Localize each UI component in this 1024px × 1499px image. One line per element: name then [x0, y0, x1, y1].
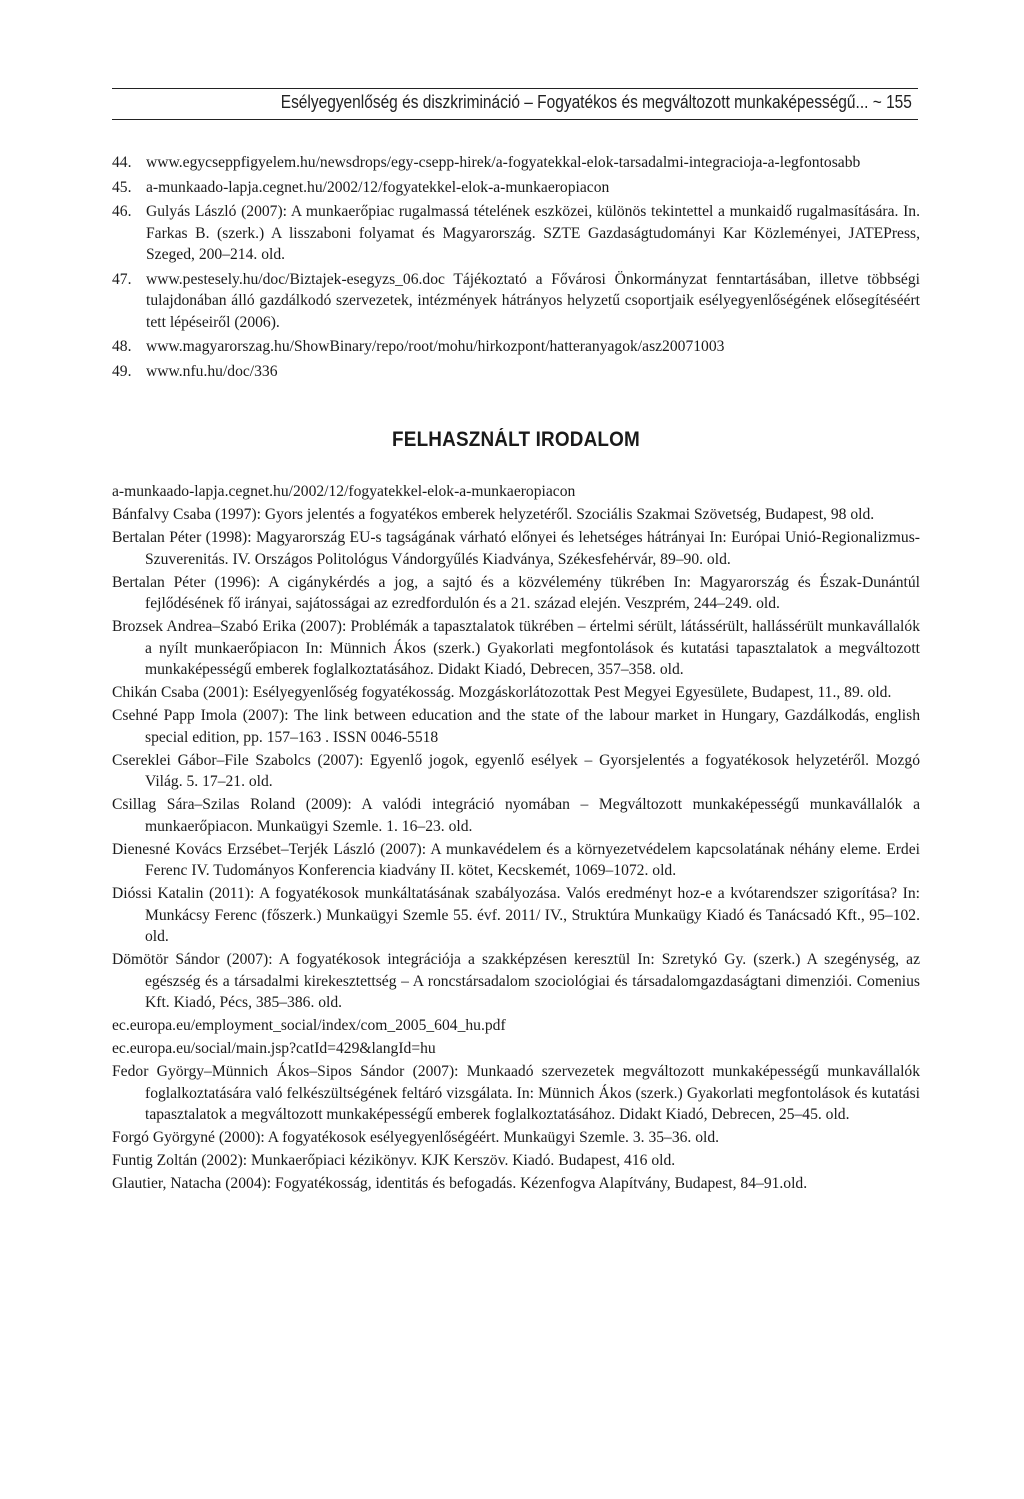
endnote-number: 45. — [112, 178, 132, 196]
endnote-text: www.pestesely.hu/doc/Biztajek-esegyzs_06.doc Tájékoztató a Fővárosi Önkormányzat fenntartásában, illetve többségi tulajdonában álló gazdálkodó szervezetek, intézmények hátrányos helyzetű csoportjaik esélyegyenlőségének elősegítéséért tett lépéseiről (2006). — [146, 270, 920, 331]
endnote-number: 48. — [112, 338, 132, 355]
reference-item: Chikán Csaba (2001): Esélyegyenlőség fogyatékosság. Mozgáskorlátozottak Pest Megyei Egyesülete, Budapest, 11., 89. old. — [112, 684, 892, 701]
reference-item: Funtig Zoltán (2002): Munkaerőpiaci kézikönyv. KJK Kerszöv. Kiadó. Budapest, 416 old. — [112, 1152, 676, 1169]
endnote-text: www.nfu.hu/doc/336 — [146, 362, 278, 380]
running-title: Esélyegyenlőség és diszkrimináció – Fogyatékos és megváltozott munkaképességű... ~ 155 — [280, 92, 912, 112]
endnote-text: a-munkaado-lapja.cegnet.hu/2002/12/fogyatekkel-elok-a-munkaeropiacon — [146, 178, 610, 196]
references-list — [112, 481, 920, 1196]
reference-item: Dióssi Katalin (2011): A fogyatékosok munkáltatásának szabályozása. Valós eredményt hoz-e a kvótarendszer szigorítása? In: Munkácsy Ferenc (főszerk.) Munkaügyi Szemle 55. évf. 2011/ IV., Struktúra Munkaügy Kiadó és Tanácsadó Kft., 95–102. old. — [112, 885, 920, 945]
endnote — [112, 177, 920, 199]
reference-item: Csereklei Gábor–File Szabolcs (2007): Egyenlő jogok, egyenlő esélyek – Gyorsjelentés a fogyatékosok helyzetéről. Mozgó Világ. 5. 17–21. old. — [112, 751, 920, 790]
running-header — [112, 88, 918, 120]
endnote — [112, 152, 920, 174]
endnote-number: 47. — [112, 270, 132, 288]
endnote-text: www.egycseppfigyelem.hu/newsdrops/egy-csepp-hirek/a-fogyatekkal-elok-tarsadalmi-integracioja-a-legfontosabb — [146, 154, 861, 171]
endnote-text: Gulyás László (2007): A munkaerőpiac rugalmassá tételének eszközei, különös tekintettel a munkaidő rugalmasítására. In. Farkas B. (szerk.) A lisszaboni folyamat és Magyarország. SZTE Gazdaságtudományi Kar Közleményei, JATEPress, Szeged, 200–214. old. — [146, 203, 920, 263]
reference-item: ec.europa.eu/social/main.jsp?catId=429&langId=hu — [112, 1040, 436, 1057]
endnote-text: www.magyarorszag.hu/ShowBinary/repo/root/mohu/hirkozpont/hatteranyagok/asz20071003 — [146, 338, 725, 355]
reference-item: Csillag Sára–Szilas Roland (2009): A valódi integráció nyomában – Megváltozott munkaképességű munkavállalók a munkaerőpiacon. Munkaügyi Szemle. 1. 16–23. old. — [112, 796, 920, 835]
endnotes-list — [112, 152, 920, 385]
reference-item: Forgó Györgyné (2000): A fogyatékosok esélyegyenlőségéért. Munkaügyi Szemle. 3. 35–36. old. — [112, 1129, 720, 1146]
reference-item: ec.europa.eu/employment_social/index/com_2005_604_hu.pdf — [112, 1017, 506, 1034]
reference-item: Dienesné Kovács Erzsébet–Terjék László (2007): A munkavédelem és a környezetvédelem kapcsolatának néhány eleme. Erdei Ferenc IV. Tudományos Konferencia kiadvány II. kötet, Kecskemét, 1069–1072. old. — [112, 840, 920, 879]
reference-item: Bertalan Péter (1996): A cigánykérdés a jog, a sajtó és a közvélemény tükrében In: Magyarország és Észak-Dunántúl fejlődésének fő irányai, sajátosságai az ezredfordulón és a 21. század elején. Veszprém, 244–249. old. — [112, 573, 920, 612]
reference-item: a-munkaado-lapja.cegnet.hu/2002/12/fogyatekkel-elok-a-munkaeropiacon — [112, 483, 576, 500]
reference-item: Bánfalvy Csaba (1997): Gyors jelentés a fogyatékos emberek helyzetéről. Szociális Szakmai Szövetség, Budapest, 98 old. — [112, 506, 875, 523]
section-title: FELHASZNÁLT IRODALOM — [392, 428, 640, 451]
endnote — [112, 269, 920, 334]
endnote-number: 46. — [112, 203, 132, 220]
reference-item: Fedor György–Münnich Ákos–Sipos Sándor (2007): Munkaadó szervezetek megváltozott munkaképességű munkavállalók foglalkoztatására való felkészültségének feltáró vizsgálata. In: Münnich Ákos (szerk.) Gyakorlati megfontolások és kutatási tapasztalatok a megváltozott munkaképességű emberek foglalkoztatásához. Didakt Kiadó, Debrecen, 25–45. old. — [112, 1063, 920, 1123]
reference-item: Dömötör Sándor (2007): A fogyatékosok integrációja a szakképzésen keresztül In: Szretykó Gy. (szerk.) A szegénység, az egészség és a társadalmi kirekesztettség – A roncstársadalom szociológiai és társadalomgazdaságtani dimenziói. Comenius Kft. Kiadó, Pécs, 385–386. old. — [112, 951, 920, 1011]
endnote — [112, 361, 920, 383]
endnote — [112, 201, 920, 266]
reference-item: Bertalan Péter (1998): Magyarország EU-s tagságának várható előnyei és lehetséges hátrányai In: Európai Unió-Regionalizmus-Szuverenitás. IV. Országos Politológus Vándorgyűlés Kiadványa, Székesfehérvár, 89–90. old. — [112, 529, 920, 568]
reference-item: Glautier, Natacha (2004): Fogyatékosság, identitás és befogadás. Kézenfogva Alapítvány, Budapest, 84–91.old. — [112, 1175, 808, 1192]
endnote-number: 44. — [112, 154, 132, 171]
endnote — [112, 336, 920, 358]
endnote-number: 49. — [112, 362, 132, 380]
reference-item: Brozsek Andrea–Szabó Erika (2007): Problémák a tapasztalatok tükrében – értelmi sérült, látássérült, hallássérült munkavállalók a nyílt munkaerőpiacon In: Münnich Ákos (szerk.) Gyakorlati megfontolások és kutatási tapasztalatok a megváltozott munkaképességű emberek foglalkoztatásához. Didakt Kiadó, Debrecen, 357–358. old. — [112, 618, 920, 678]
reference-item: Csehné Papp Imola (2007): The link between education and the state of the labour market in Hungary, Gazdálkodás, english special edition, pp. 157–163 . ISSN 0046-5518 — [112, 707, 920, 746]
